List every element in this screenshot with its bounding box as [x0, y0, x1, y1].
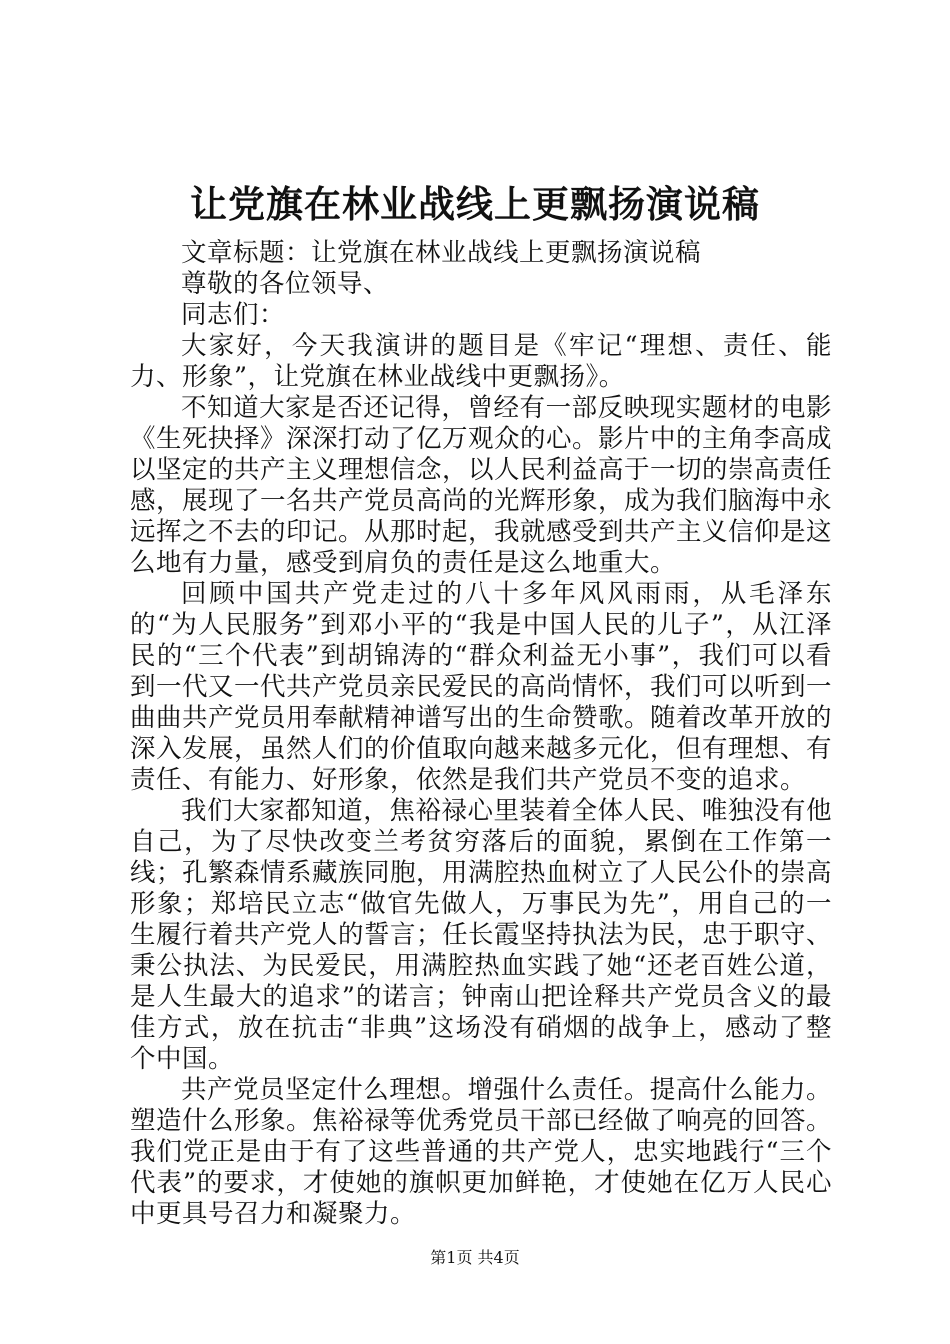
- body-paragraph: 共产党员坚定什么理想。增强什么责任。提高什么能力。塑造什么形象。焦裕禄等优秀党员干部已经做了响亮的回答。我们党正是由于有了这些普通的共产党人，忠实地践行“三个代表”的要求，才使她的旗帜更加鲜艳，才使她在亿万人民心中更具号召力和凝聚力。: [130, 1075, 833, 1229]
- page-number: 第1页 共4页: [430, 1248, 520, 1267]
- body-paragraph: 我们大家都知道，焦裕禄心里装着全体人民、唯独没有他自己，为了尽快改变兰考贫穷落后的面貌，累倒在工作第一线；孔繁森情系藏族同胞，用满腔热血树立了人民公仆的崇高形象；郑培民立志“做官先做人，万事民为先”，用自己的一生履行着共产党人的誓言；任长霞坚持执法为民，忠于职守、秉公执法、为民爱民，用满腔热血实践了她“还老百姓公道，是人生最大的追求”的诺言；钟南山把诠释共产党员含义的最佳方式，放在抗击“非典”这场没有硝烟的战争上，感动了整个中国。: [130, 796, 833, 1074]
- salutation-line-2: 同志们：: [181, 300, 286, 330]
- body-paragraph: 大家好，今天我演讲的题目是《牢记“理想、责任、能力、形象”，让党旗在林业战线中更飘扬》。: [130, 331, 832, 392]
- salutation-line: 尊敬的各位领导、: [181, 269, 390, 299]
- document-body: [130, 238, 832, 1230]
- article-title-line: 文章标题：让党旗在林业战线上更飘扬演说稿: [181, 238, 702, 268]
- body-paragraph: 回顾中国共产党走过的八十多年风风雨雨，从毛泽东的“为人民服务”到邓小平的“我是中国人民的儿子”，从江泽民的“三个代表”到胡锦涛的“群众利益无小事”，我们可以看到一代又一代共产党员亲民爱民的高尚情怀，我们可以听到一曲曲共产党员用奉献精神谱写出的生命赞歌。随着改革开放的深入发展，虽然人们的价值取向越来越多元化，但有理想、有责任、有能力、好形象，依然是我们共产党员不变的追求。: [130, 579, 833, 795]
- document-title: 让党旗在林业战线上更飘扬演说稿: [190, 182, 760, 226]
- body-paragraph: 不知道大家是否还记得，曾经有一部反映现实题材的电影《生死抉择》深深打动了亿万观众的心。影片中的主角李高成以坚定的共产主义理想信念，以人民利益高于一切的崇高责任感，展现了一名共产党员高尚的光辉形象，成为我们脑海中永远挥之不去的印记。从那时起，我就感受到共产主义信仰是这么地有力量，感受到肩负的责任是这么地重大。: [130, 393, 833, 578]
